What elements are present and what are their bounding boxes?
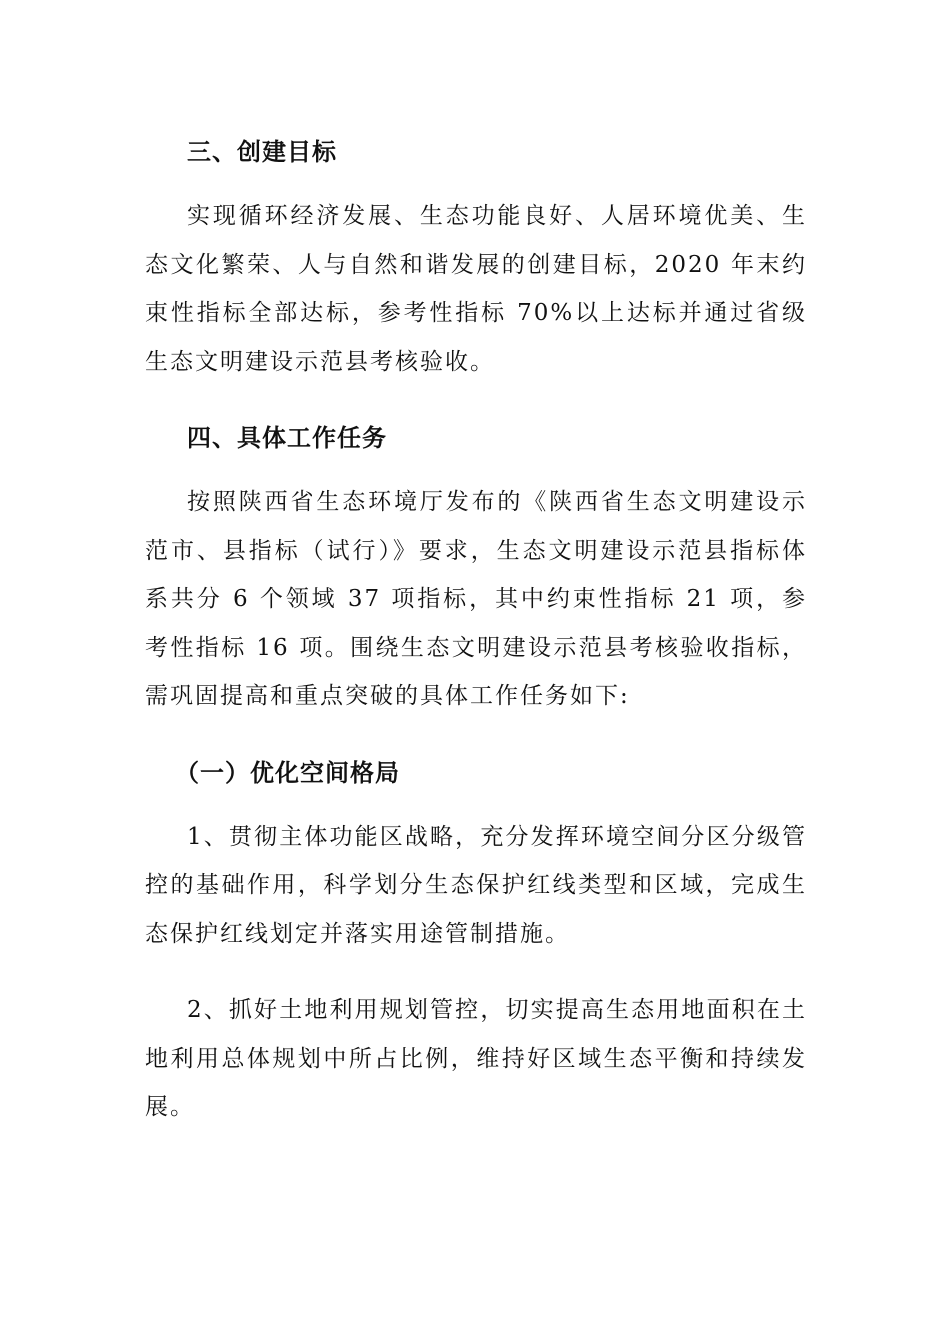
document-body — [145, 128, 807, 1132]
section-3-heading: 三、创建目标 — [187, 138, 337, 166]
list-item-1: 1、贯彻主体功能区战略，充分发挥环境空间分区分级管控的基础作用，科学划分生态保护红线类型和区域，完成生态保护红线划定并落实用途管制措施。 — [145, 823, 807, 947]
section-4-paragraph: 按照陕西省生态环境厅发布的《陕西省生态文明建设示范市、县指标（试行）》要求，生态文明建设示范县指标体系共分 6 个领域 37 项指标，其中约束性指标 21 项，参考性指标 16 项。围绕生态文明建设示范县考核验收指标，需巩固提高和重点突破的具体工作任务如下: — [145, 489, 807, 709]
list-item-2: 2、抓好土地利用规划管控，切实提高生态用地面积在土地利用总体规划中所占比例，维持好区域生态平衡和持续发展。 — [145, 997, 807, 1120]
subsection-1-heading: （一）优化空间格局 — [175, 758, 400, 787]
section-4-heading: 四、具体工作任务 — [187, 424, 387, 452]
section-3-paragraph: 实现循环经济发展、生态功能良好、人居环境优美、生态文化繁荣、人与自然和谐发展的创建目标，2020 年末约束性指标全部达标，参考性指标 70%以上达标并通过省级生态文明建设示范县考核验收。 — [145, 203, 807, 375]
